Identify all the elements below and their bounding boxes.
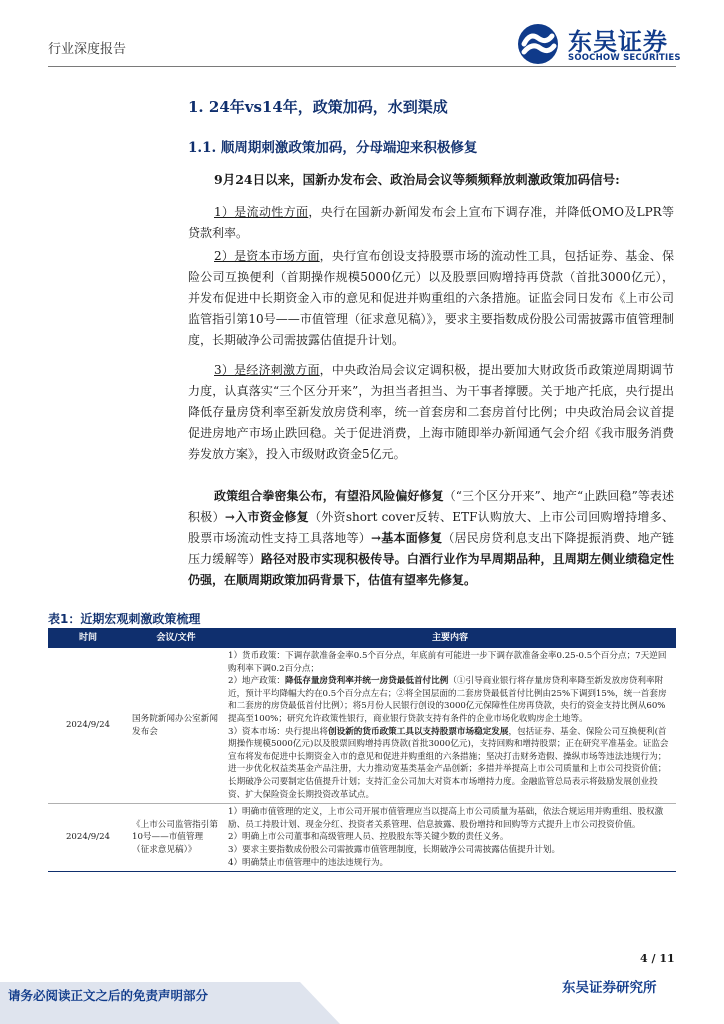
paragraph-economic-stimulus [188,360,674,465]
paragraph-capital-market [188,246,674,351]
content-item: 1）货币政策：下调存款准备金率0.5个百分点，年底前有可能进一步下调存款准备金率0.25-0.5个百分点；7天逆回购利率下调0.2百分点； [228,651,667,674]
summary-text-d: （外资short cover反转、ETF认购放大、上市公司回购增持增多、股票市场流动性支持工具落地等） [188,510,674,545]
paragraph-text: ，中央政治局会议定调积极，提出要加大财政货币政策逆周期调节力度，认真落实“三个区分开来”，为担当者担当、为干事者撑腰。关于地产托底，央行提出降低存量房贷利率至新发放房贷利率，统一首套房和二套房首付比例；中央政治局会议首提促进房地产市场止跌回稳。关于促进消费，上海市随即举办新闻通气会介绍《我市服务消费券发放方案》，投入市级财政资金5亿元。 [188,363,674,461]
content-item: 3）要求主要指数成份股公司需披露市值管理制度，长期破净公司需披露估值提升计划。 [228,844,561,855]
paragraph-label: 2）是资本市场方面 [214,249,320,263]
table-header-row [48,628,676,648]
research-institute: 东吴证券研究所 [562,980,657,996]
summary-bold-c: →入市资金修复 [224,510,309,524]
summary-bold-e: →基本面修复 [371,531,443,545]
column-header-date: 时间 [48,628,128,648]
content-item: 1）明确市值管理的定义，上市公司开展市值管理应当以提高上市公司质量为基础，依法合规运用并购重组、股权激励、员工持股计划、现金分红、投资者关系管理、信息披露、股份增持和回购等方式提升上市公司投资价值。 [228,807,664,830]
summary-text-b: （“三个区分开来”、地产“止跌回稳”等表述积极） [188,489,674,524]
page-number: 4 / 11 [640,952,675,965]
header-divider [48,66,676,67]
content-item: 2）地产政策：降低存量房贷利率并统一房贷最低首付比例（①引导商业银行将存量房贷利率降至新发放房贷利率附近，预计平均降幅大约在0.5个百分点左右；②将全国层面的二套房贷最低首付比例由25%下调到15%，统一首套房和二套房的房贷最低首付比例）；将5月份人民银行创设的3000亿元保障性住房再贷款，央行的资金支持比例从60%提高至100%；研究允许政策性银行，商业银行贷款支持有条件的企业市场化收购房企土地等。 [228,676,667,724]
summary-text-f: （居民房贷利息支出下降提振消费、地产链压力缓解等） [188,531,674,566]
section-title: 1. 24年vs14年，政策加码，水到渠成 [188,98,448,116]
summary-bold-a: 政策组合拳密集公布，有望沿风险偏好修复 [214,489,444,503]
table-row [48,804,676,872]
column-header-content: 主要内容 [224,628,676,648]
row-date: 2024/9/24 [48,804,128,872]
logo-chinese-name: 东吴证券 [568,28,668,56]
soochow-logo-icon [516,22,562,66]
column-header-meeting: 会议/文件 [128,628,224,648]
report-category: 行业深度报告 [48,42,127,57]
disclaimer-notice: 请务必阅读正文之后的免责声明部分 [8,988,209,1003]
row-date: 2024/9/24 [48,648,128,804]
summary-bold-g: 路径对股市实现积极传导。白酒行业作为早周期品种，且周期左侧业绩稳定性仍强，在顺周期政策加码背景下，估值有望率先修复。 [188,552,674,587]
paragraph-text: ，央行在国新办新闻发布会上宣布下调存准，并降低OMO及LPR等贷款利率。 [188,205,675,240]
paragraph-label: 1）是流动性方面 [214,205,309,219]
row-meeting: 《上市公司监管指引第10号——市值管理（征求意见稿）》 [128,804,224,872]
logo-english-name: SOOCHOW SECURITIES [568,53,681,63]
table-row [48,648,676,804]
content-item: 3）资本市场：央行提出将创设新的货币政策工具以支持股票市场稳定发展，包括证券、基金、保险公司互换便利(首期操作规模5000亿元)以及股票回购增持再贷款(首批3000亿元)，支持回购和增持股票；正在研究平准基金。证监会宣布将发布促进中长期资金入市的意见和促进并购重组的六条措施；坚决打击财务造假、操纵市场等违法违规行为；进一步优化权益类基金产品注册，大力推动宽基类基金产品创新；多措并举提高上市公司质量和上市公司投资价值；长期破净公司要制定估值提升计划；支持汇金公司加大对资本市场增持力度。金融监管总局表示将鼓励发展创业投资、扩大保险资金长期投资改革试点。 [228,726,669,800]
content-item: 2）明确上市公司董事和高级管理人员、控股股东等关键少数的责任义务。 [228,832,509,843]
row-content [224,648,676,804]
paragraph-liquidity [188,202,674,244]
paragraph-text: ，央行宣布创设支持股票市场的流动性工具，包括证券、基金、保险公司互换便利（首期操作规模5000亿元）以及股票回购增持再贷款（首批3000亿元），并发布促进中长期资金入市的意见和促进并购重组的六条措施。证监会同日发布《上市公司监管指引第10号——市值管理（征求意见稿）》，要求主要指数成份股公司需披露市值管理制度，长期破净公司需披露估值提升计划。 [188,249,674,347]
row-meeting: 国务院新闻办公室新闻发布会 [128,648,224,804]
content-item: 4）明确禁止市值管理中的违法违规行为。 [228,857,389,868]
subsection-title: 1.1. 顺周期刺激政策加码，分母端迎来积极修复 [188,140,478,156]
paragraph-label: 3）是经济刺激方面 [214,363,320,377]
policy-table [48,628,676,872]
table-title: 表1：近期宏观刺激政策梳理 [48,612,201,626]
lead-sentence: 9月24日以来，国新办发布会、政治局会议等频频释放刺激政策加码信号: [214,172,620,187]
company-logo [516,22,696,66]
row-content [224,804,676,872]
paragraph-policy-summary [188,486,674,591]
